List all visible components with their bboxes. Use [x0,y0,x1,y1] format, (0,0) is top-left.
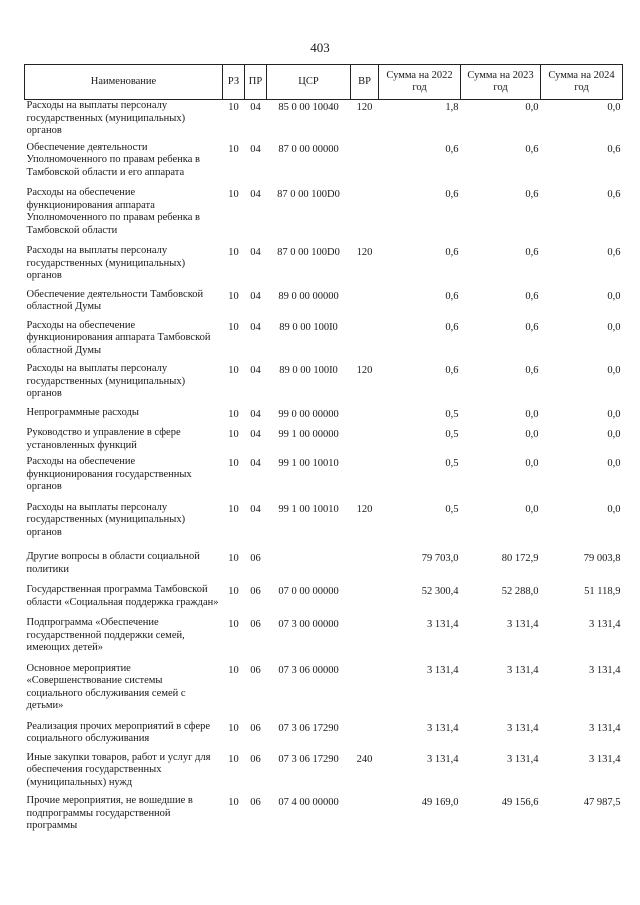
row-rz: 10 [228,797,239,808]
row-rz: 10 [228,429,239,440]
row-sum-2022: 0,6 [445,143,459,155]
row-name: Расходы на выплаты персоналу государственных (муниципальных) органов [26,501,186,538]
row-sum-2023: 0,0 [525,408,539,420]
row-sum-2024: 3 131,4 [589,722,621,734]
row-pr: 04 [250,321,261,333]
table-row [25,456,623,502]
row-sum-2024: 3 131,4 [589,619,621,630]
row-csr: 87 0 00 00000 [278,143,339,155]
row-pr: 04 [250,429,261,440]
row-sum-2023: 3 131,4 [507,722,539,734]
row-vr: 120 [356,102,373,113]
row-sum-2024: 0,0 [607,290,621,302]
row-rz: 10 [228,102,239,113]
table-row [25,721,623,752]
row-pr: 04 [250,408,261,420]
row-name: Подпрограмма «Обеспечение государственной поддержки семей, имеющих детей» [26,617,185,653]
row-sum-2023: 0,0 [525,429,539,440]
row-sum-2024: 51 118,9 [584,586,621,597]
row-name: Обеспечение деятельности Уполномоченного по правам ребенка в Тамбовской области и его аппарата [26,141,200,178]
row-sum-2022: 0,6 [445,365,459,376]
row-sum-2022: 0,6 [445,189,459,200]
row-sum-2024: 0,0 [607,429,621,440]
row-vr [351,584,379,617]
row-sum-2024: 0,0 [607,365,621,376]
table-row [25,617,623,663]
row-sum-2022: 1,8 [445,102,459,113]
row-vr [351,289,379,320]
row-rz: 10 [228,408,239,420]
row-csr: 89 0 00 100I0 [279,321,338,333]
row-name: Расходы на выплаты персоналу государственных (муниципальных) органов [26,100,186,136]
row-rz: 10 [228,753,239,765]
table-row [25,289,623,320]
row-rz: 10 [228,664,239,676]
row-name: Непрограммные расходы [26,406,139,418]
row-name: Расходы на выплаты персоналу государственных (муниципальных) органов [26,245,186,281]
row-sum-2024: 0,0 [607,102,621,113]
row-sum-2023: 0,0 [525,503,539,515]
row-pr: 06 [250,586,261,597]
row-csr: 89 0 00 00000 [278,290,339,302]
row-sum-2024: 47 987,5 [583,797,621,808]
row-pr: 04 [250,102,261,113]
row-rz: 10 [228,553,239,564]
table-row [25,407,623,428]
row-sum-2022: 0,6 [445,247,459,258]
row-sum-2023: 0,0 [525,102,539,113]
row-vr [351,142,379,188]
row-pr: 04 [250,365,261,376]
row-name: Другие вопросы в области социальной политики [26,551,200,575]
row-sum-2022: 0,6 [445,290,459,302]
row-csr: 07 4 00 00000 [278,797,339,808]
row-sum-2024: 0,0 [607,503,621,515]
row-rz: 10 [228,586,239,597]
budget-table [24,64,623,833]
row-sum-2022: 3 131,4 [427,619,459,630]
row-sum-2023: 0,6 [525,143,539,155]
row-sum-2023: 80 172,9 [501,553,539,564]
row-vr [351,795,379,833]
table-row [25,142,623,188]
page-number: 403 [310,40,330,55]
row-csr: 07 3 06 17290 [278,753,339,765]
row-rz: 10 [228,321,239,333]
row-csr: 89 0 00 100I0 [279,365,338,376]
row-vr [351,407,379,428]
header-pr: ПР [245,65,267,100]
table-body [25,100,623,833]
row-sum-2024: 79 003,8 [583,553,621,564]
row-pr: 04 [250,247,261,258]
row-sum-2023: 0,6 [525,321,539,333]
row-pr: 04 [250,189,261,200]
table-row [25,245,623,289]
row-sum-2022: 3 131,4 [427,722,459,734]
header-csr: ЦСР [267,65,351,100]
row-sum-2023: 3 131,4 [507,753,539,765]
row-name: Расходы на выплаты персоналу государственных (муниципальных) органов [26,363,186,399]
row-pr: 04 [250,458,261,469]
row-pr: 06 [250,797,261,808]
row-csr: 99 0 00 00000 [278,408,339,420]
row-rz: 10 [228,503,239,515]
row-pr: 06 [250,664,261,676]
row-csr: 85 0 00 10040 [278,102,339,113]
header-sum-2023: Сумма на 2023 год [461,65,541,100]
row-sum-2022: 3 131,4 [427,664,459,676]
row-sum-2022: 0,5 [445,429,459,440]
row-sum-2022: 0,6 [445,321,459,333]
row-sum-2022: 0,5 [445,503,459,515]
header-name: Наименование [25,65,223,100]
table-row [25,663,623,721]
row-sum-2024: 0,0 [607,321,621,333]
row-sum-2023: 49 156,6 [501,797,539,808]
row-vr: 240 [356,753,373,765]
row-rz: 10 [228,143,239,155]
row-name: Расходы на обеспечение функционирования аппарата Тамбовской областной Думы [26,319,211,356]
row-rz: 10 [228,458,239,469]
row-rz: 10 [228,247,239,258]
row-vr [351,427,379,456]
row-rz: 10 [228,619,239,630]
row-sum-2022: 0,5 [445,408,459,420]
row-sum-2024: 0,6 [607,189,621,200]
table-row [25,320,623,364]
row-pr: 04 [250,290,261,302]
row-pr: 04 [250,503,261,515]
row-csr: 07 3 06 17290 [278,722,339,734]
row-vr [351,456,379,502]
row-pr: 06 [250,753,261,765]
row-sum-2024: 3 131,4 [589,753,621,765]
row-name: Основное мероприятие «Совершенствование системы социального обслуживания семей с детьми» [26,662,186,711]
row-name: Государственная программа Тамбовской области «Социальная поддержка граждан» [26,584,219,608]
row-pr: 06 [250,722,261,734]
row-pr: 06 [250,619,261,630]
row-sum-2023: 3 131,4 [507,619,539,630]
row-sum-2023: 0,6 [525,365,539,376]
row-rz: 10 [228,189,239,200]
row-csr: 87 0 00 100D0 [277,247,340,258]
row-sum-2022: 0,5 [445,458,459,469]
row-name: Расходы на обеспечение функционирования аппарата Уполномоченного по правам ребенка в Тамбовской области [26,187,200,236]
table-row [25,187,623,245]
row-sum-2023: 0,6 [525,189,539,200]
header-rz: РЗ [223,65,245,100]
row-name: Руководство и управление в сфере установленных функций [26,427,181,451]
row-sum-2023: 52 288,0 [501,586,539,597]
row-csr: 99 1 00 10010 [278,458,339,469]
table-row [25,427,623,456]
row-sum-2022: 52 300,4 [421,586,459,597]
row-rz: 10 [228,365,239,376]
row-pr: 06 [250,553,261,564]
row-rz: 10 [228,722,239,734]
row-pr: 04 [250,143,261,155]
row-sum-2024: 0,6 [607,247,621,258]
row-vr [351,551,379,584]
row-csr: 99 1 00 00000 [278,429,339,440]
row-name: Расходы на обеспечение функционирования государственных органов [26,456,192,492]
row-sum-2023: 0,6 [525,247,539,258]
row-csr [267,551,351,584]
row-sum-2024: 0,0 [607,458,621,469]
header-sum-2024: Сумма на 2024 год [541,65,623,100]
header-vr: ВР [351,65,379,100]
table-row [25,551,623,584]
row-vr [351,320,379,364]
row-sum-2024: 0,0 [607,408,621,420]
table-header [25,65,623,100]
row-name: Иные закупки товаров, работ и услуг для обеспечения государственных (муниципальных) нужд [26,751,211,788]
row-name: Реализация прочих мероприятий в сфере социального обслуживания [26,720,211,744]
row-sum-2022: 3 131,4 [427,753,459,765]
row-csr: 99 1 00 10010 [278,503,339,515]
table-row [25,584,623,617]
table-row [25,752,623,796]
row-name: Прочие мероприятия, не вошедшие в подпрограммы государственной программы [26,795,193,831]
row-vr: 120 [356,247,373,258]
row-vr [351,617,379,663]
row-sum-2023: 0,6 [525,290,539,302]
row-vr [351,721,379,752]
header-sum-2022: Сумма на 2022 год [379,65,461,100]
row-sum-2022: 79 703,0 [421,553,459,564]
row-vr [351,187,379,245]
row-csr: 07 3 06 00000 [278,664,339,676]
row-rz: 10 [228,290,239,302]
row-vr: 120 [356,365,373,376]
row-name: Обеспечение деятельности Тамбовской областной Думы [26,288,204,312]
row-sum-2023: 0,0 [525,458,539,469]
row-csr: 07 0 00 00000 [278,586,339,597]
row-sum-2023: 3 131,4 [507,664,539,676]
row-csr: 07 3 00 00000 [278,619,339,630]
table-row [25,502,623,552]
table-row [25,100,623,142]
table-row [25,795,623,833]
row-sum-2024: 3 131,4 [589,664,621,676]
table-row [25,363,623,407]
row-sum-2022: 49 169,0 [421,797,459,808]
row-sum-2024: 0,6 [607,143,621,155]
row-csr: 87 0 00 100D0 [277,189,340,200]
row-vr: 120 [356,503,373,515]
row-vr [351,663,379,721]
